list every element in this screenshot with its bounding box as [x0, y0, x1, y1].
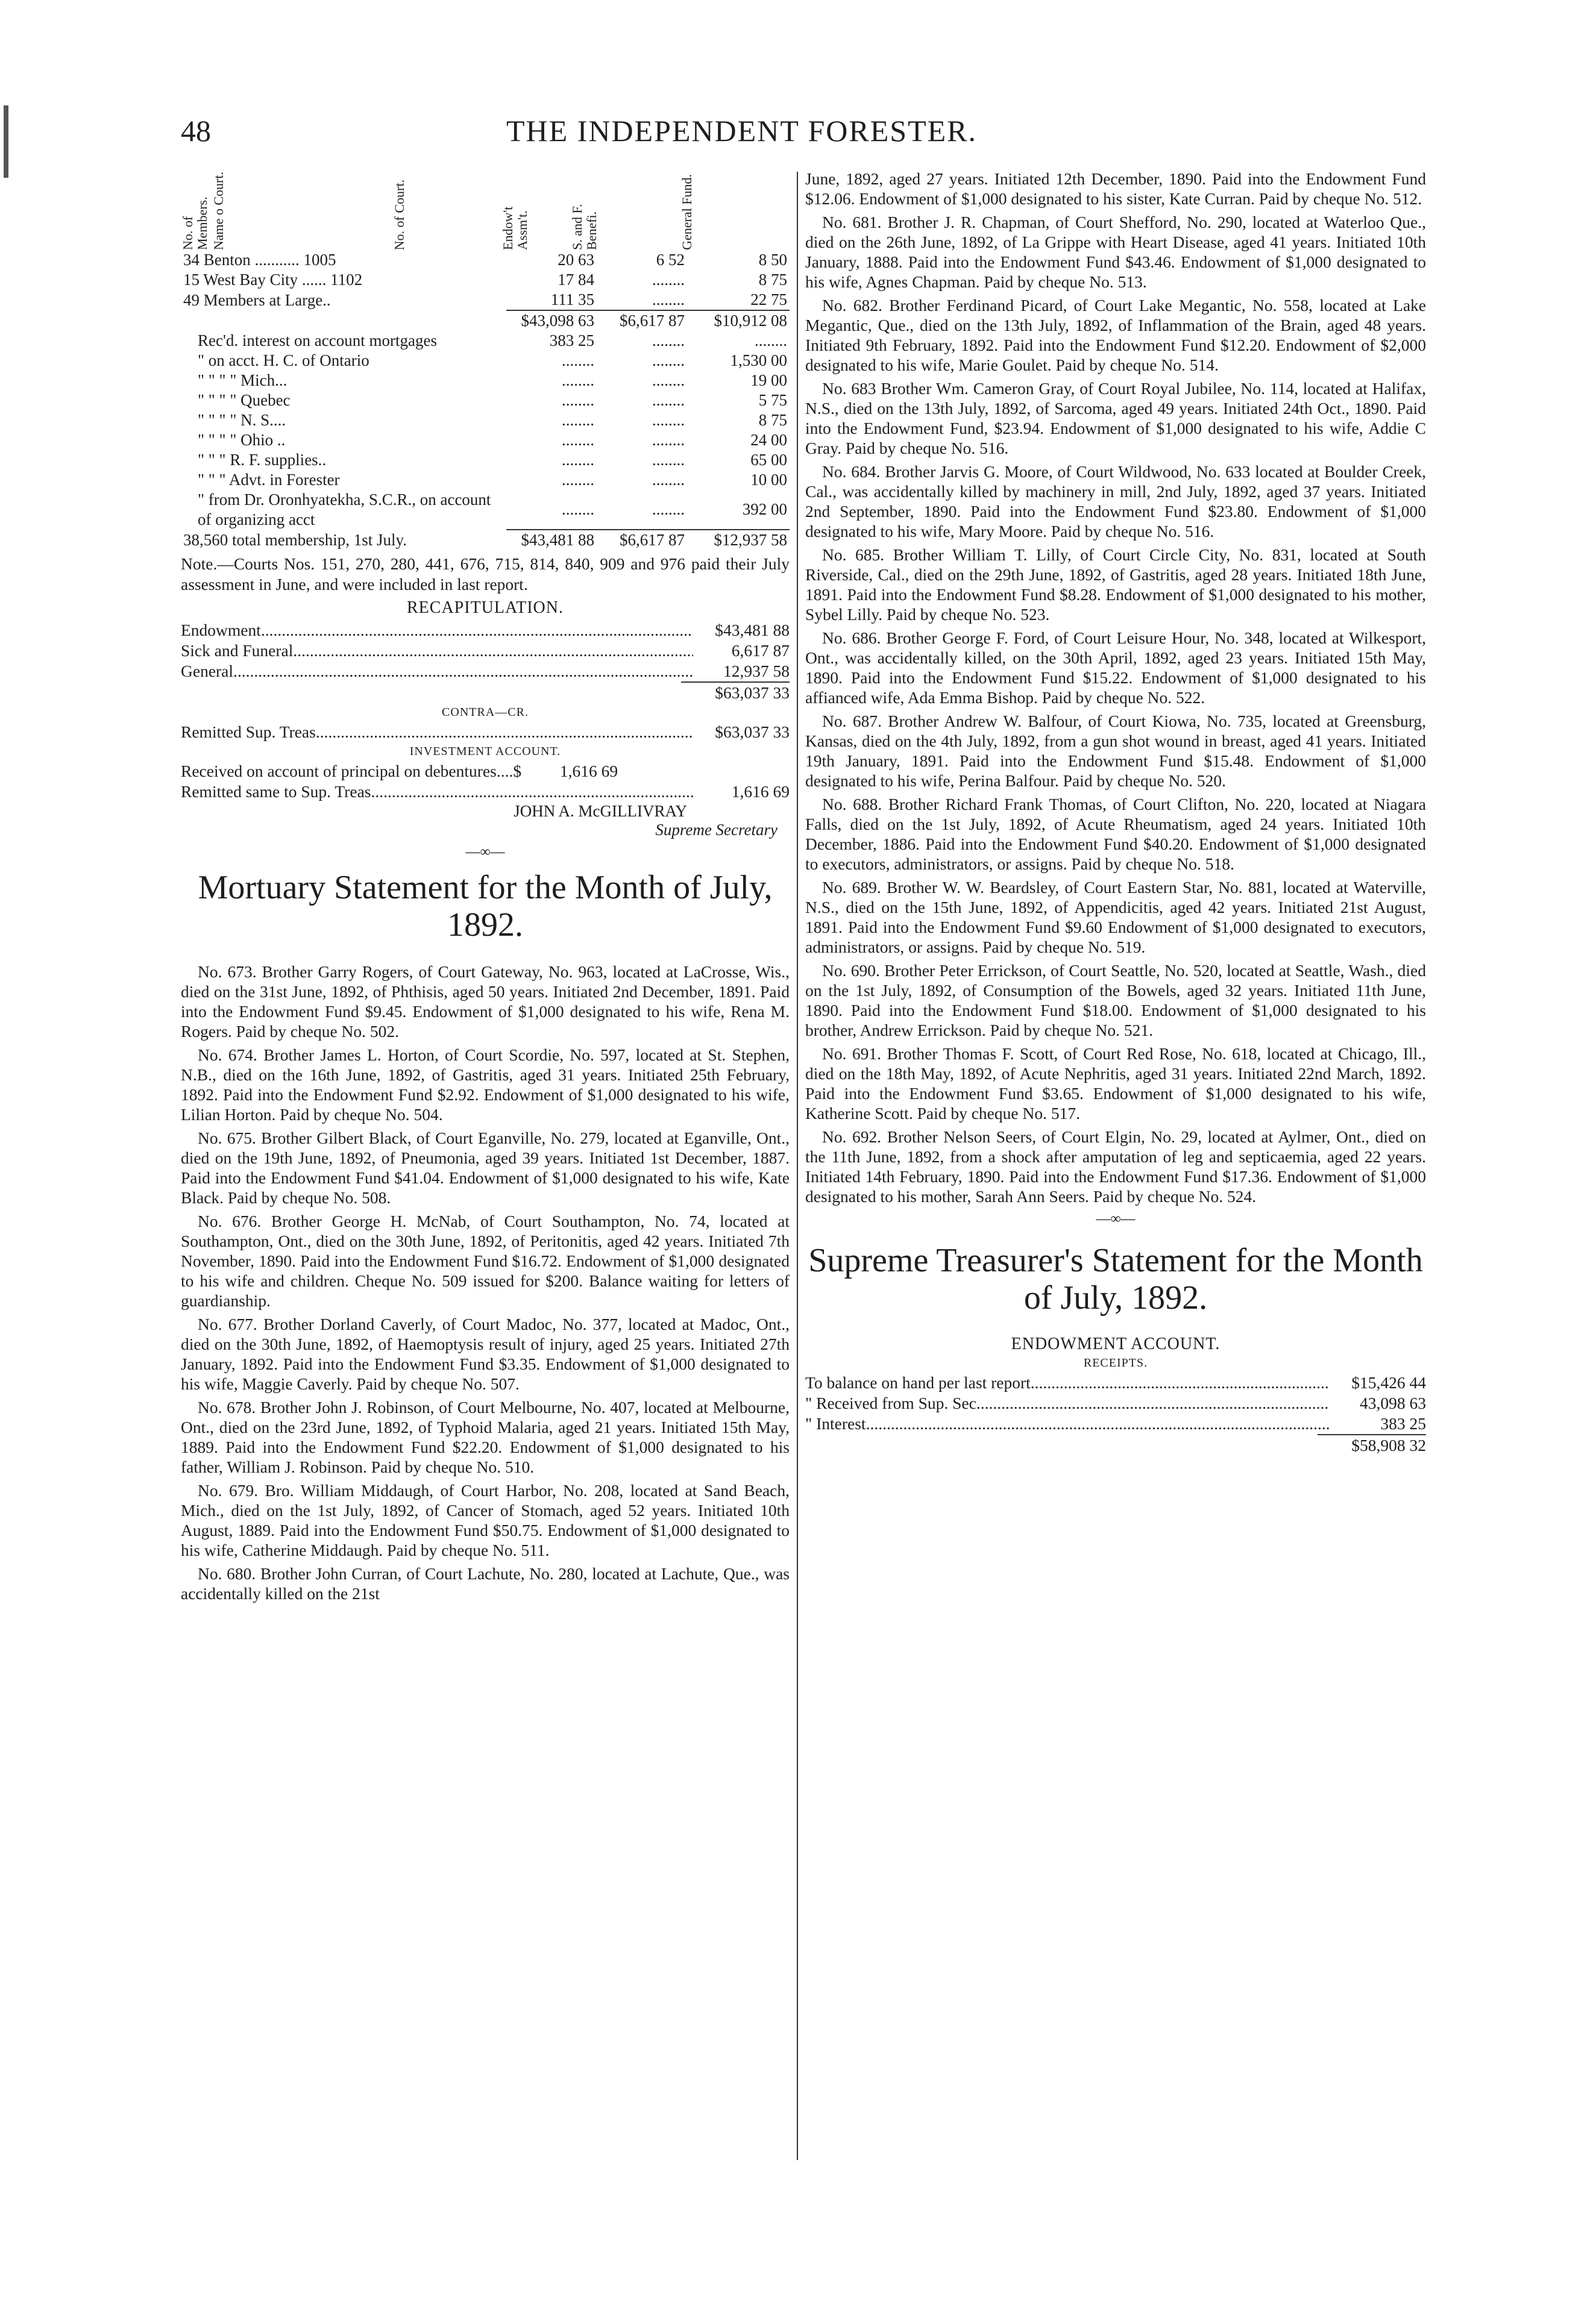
- mortuary-entry: No. 690. Brother Peter Errickson, of Court Seattle, No. 520, located at Seattle, Wash., died on the 1st July, 1892, of Consumption of the Bowels, aged 32 years. Initiated 11th June, 1890. Paid into the Endowment Fund $18.00. Endowment of $1,000 designated to his brother, Andrew Errickson. Paid by cheque No. 521.: [805, 961, 1426, 1039]
- sf-cell: ........: [652, 411, 685, 429]
- sf-cell: ........: [652, 271, 685, 289]
- general-cell: 65 00: [750, 451, 787, 469]
- mortuary-entry: No. 674. Brother James L. Horton, of Court Scordie, No. 597, located at St. Stephen, N.B., died on the 16th June, 1892, of Gastritis, aged 31 years. Initiated 25th February, 1892. Paid into the Endowment Fund $2.92. Endowment of $1,000 designated to his wife, Lilian Horton. Paid by cheque No. 504.: [181, 1045, 790, 1124]
- endow-cell: ........: [562, 411, 594, 429]
- margin-mark: [4, 105, 8, 178]
- subtotal-row: [181, 310, 790, 331]
- table-row: [181, 290, 790, 310]
- members-count: 15: [183, 271, 200, 289]
- total-general: $12,937 58: [687, 530, 790, 550]
- general-cell: 24 00: [750, 431, 787, 449]
- roster-table: [181, 250, 790, 550]
- investment-label: Remitted same to Sup. Treas: [181, 782, 371, 801]
- col-header: No. of Court.: [391, 179, 407, 250]
- endow-cell: ........: [562, 351, 594, 369]
- ornament: —∞—: [465, 844, 505, 860]
- row-label: " " " " Mich...: [198, 371, 287, 389]
- investment-value: 1,616 69: [559, 762, 618, 780]
- receipt-value: 43,098 63: [1360, 1394, 1426, 1412]
- col-header: General Fund.: [679, 174, 695, 250]
- endow-cell: 20 63: [558, 251, 594, 269]
- recap-row: [181, 641, 790, 661]
- receipts-total: $58,908 32: [1318, 1434, 1426, 1456]
- recap-label: Endowment: [181, 621, 261, 639]
- right-column: [805, 169, 1426, 1456]
- receipt-label: " Interest: [805, 1414, 866, 1433]
- general-cell: 19 00: [750, 371, 787, 389]
- recap-row: [181, 620, 790, 641]
- sf-cell: ........: [652, 331, 685, 349]
- mortuary-entry: No. 682. Brother Ferdinand Picard, of Court Lake Megantic, No. 558, located at Lake Megantic, Que., died on the 13th July, 1892, of Inflammation of the Brain, aged 48 years. Initiated 9th February, 1892. Paid into the Endowment Fund $12.20. Endowment of $2,000 designated to his wife, Marie Goulet. Paid by cheque No. 514.: [805, 296, 1426, 374]
- row-label: " " " " Ohio ..: [198, 431, 286, 449]
- mortuary-entry: No. 683 Brother Wm. Cameron Gray, of Court Royal Jubilee, No. 114, located at Halifax, N.S., died on the 13th July, 1892, of Sarcoma, aged 49 years. Initiated 24th Oct., 1890. Paid into the Endowment Fund, $23.94. Endowment of $1,000 designated to his wife, Addie C Gray. Paid by cheque No. 516.: [805, 379, 1426, 457]
- signature-title: Supreme Secretary: [655, 821, 778, 839]
- table-row: [181, 390, 790, 410]
- recap-value: 12,937 58: [723, 662, 790, 680]
- table-row: 34 Benton ........... 1005 20 63 6 52 8 50: [181, 250, 790, 270]
- recap-title: RECAPITULATION.: [407, 598, 564, 617]
- general-cell: 8 50: [758, 251, 787, 269]
- account-title: ENDOWMENT ACCOUNT.: [1011, 1335, 1221, 1353]
- investment-value: 1,616 69: [731, 782, 790, 801]
- subtotal-endow: $43,098 63: [506, 310, 597, 331]
- members-count: 34: [183, 251, 200, 269]
- total-endow: $43,481 88: [506, 530, 597, 550]
- left-column: [181, 169, 790, 1607]
- general-cell: 22 75: [750, 290, 787, 309]
- court-name: Benton: [203, 251, 251, 269]
- recap-label: General: [181, 662, 234, 680]
- table-row: [181, 371, 790, 390]
- mortuary-entry: No. 675. Brother Gilbert Black, of Court Eganville, No. 279, located at Eganville, Ont., died on the 19th June, 1892, of Pneumonia, aged 39 years. Initiated 1st December, 1887. Paid into the Endowment Fund $41.04. Endowment of $1,000 designated to his wife, Kate Black. Paid by cheque No. 508.: [181, 1129, 790, 1207]
- endow-cell: ........: [562, 451, 594, 469]
- mortuary-entry: No. 688. Brother Richard Frank Thomas, of Court Clifton, No. 220, located at Niagara Falls, died on the 1st July, 1892, of Acute Rheumatism, aged 24 years. Initiated 10th December, 1886. Paid into the Endowment Fund $40.20. Endowment of $1,000 designated to executors, administrators, or assigns. Paid by cheque No. 518.: [805, 795, 1426, 873]
- sf-cell: ........: [652, 500, 685, 518]
- table-row: [181, 331, 790, 351]
- mortuary-entry: No. 678. Brother John J. Robinson, of Court Melbourne, No. 407, located at Melbourne, Ont., died on the 23rd June, 1892, of Typhoid Malaria, aged 21 years. Initiated 15th May, 1889. Paid into the Endowment Fund $22.20. Endowment of $1,000 designated to his father, William J. Robinson. Paid by cheque No. 510.: [181, 1398, 790, 1476]
- mortuary-entry: No. 692. Brother Nelson Seers, of Court Elgin, No. 29, located at Aylmer, Ont., died on the 11th June, 1892, from a shock after amputation of leg and septicaemia, aged 22 years. Initiated 14th February, 1890. Paid into the Endowment Fund $17.36. Endowment of $1,000 designated to his mother, Sarah Ann Seers. Paid by cheque No. 524.: [805, 1127, 1426, 1206]
- mortuary-entry: No. 684. Brother Jarvis G. Moore, of Court Wildwood, No. 633 located at Boulder Creek, Cal., was accidentally killed by machinery in mill, 2nd July, 1892, aged 37 years. Initiated 2nd September, 1890. Paid into the Endowment Fund $23.80. Endowment of $1,000 designated to his wife, Mary Moore. Paid by cheque No. 516.: [805, 462, 1426, 540]
- contra-value: $63,037 33: [715, 722, 790, 741]
- mortuary-entry: No. 689. Brother W. W. Beardsley, of Court Eastern Star, No. 881, located at Waterville, N.S., died on the 15th June, 1892, of Appendicitis, aged 42 years. Initiated 21st August, 1891. Paid into the Endowment Fund $9.60 Endowment of $1,000 designated to executors, administrators, or assigns. Paid by cheque No. 519.: [805, 878, 1426, 956]
- general-cell: 8 75: [758, 411, 787, 429]
- recap-value: 6,617 87: [731, 641, 790, 660]
- receipt-row: [805, 1373, 1426, 1393]
- table-row: [181, 410, 790, 430]
- general-cell: 10 00: [750, 471, 787, 489]
- row-label: " from Dr. Oronhyatekha, S.C.R., on account of organizing acct: [198, 490, 491, 528]
- sf-cell: ........: [652, 290, 685, 309]
- investment-row: [181, 761, 790, 781]
- signature: JOHN A. McGILLIVRAY: [514, 802, 687, 820]
- contra-row: [181, 722, 790, 742]
- subtotal-sf: $6,617 87: [597, 310, 687, 331]
- row-label: Rec'd. interest on account mortgages: [198, 331, 437, 349]
- col-header: S. and F. Benefi.: [570, 204, 600, 250]
- total-label: 38,560 total membership, 1st July.: [183, 530, 407, 549]
- mortuary-entry: No. 691. Brother Thomas F. Scott, of Court Red Rose, No. 618, located at Chicago, Ill., died on the 18th May, 1892, of Acute Nephritis, aged 31 years. Initiated 22nd March, 1892. Paid into the Endowment Fund $3.65. Endowment of $1,000 designated to his wife, Katherine Scott. Paid by cheque No. 517.: [805, 1044, 1426, 1123]
- table-row: [181, 430, 790, 450]
- mortuary-entry: No. 676. Brother George H. McNab, of Court Southampton, No. 74, located at Southampton, Ont., died on the 30th June, 1892, of Peritonitis, aged 42 years. Initiated 7th November, 1890. Paid into the Endowment Fund $16.72. Endowment of $1,000 designated to his wife and children. Cheque No. 509 issued for $200. Balance waiting for letters of guardianship.: [181, 1212, 790, 1310]
- table-row: 15 West Bay City ...... 1102 17 84 ........ 8 75: [181, 270, 790, 290]
- mortuary-entry: No. 685. Brother William T. Lilly, of Court Circle City, No. 831, located at South Riverside, Cal., died on the 29th June, 1892, of Gastritis, aged 28 years. Initiated 18th June, 1891. Paid into the Endowment Fund $8.28. Endowment of $1,000 designated to his mother, Sybel Lilly. Paid by cheque No. 523.: [805, 545, 1426, 624]
- mortuary-entry: No. 687. Brother Andrew W. Balfour, of Court Kiowa, No. 735, located at Greensburg, Kansas, died on the 4th July, 1892, from a gun shot wound in breast, aged 41 years. Initiated 19th January, 1891. Paid into the Endowment Fund $15.48. Endowment of $1,000 designated to his wife, Perina Balfour. Paid by cheque No. 520.: [805, 712, 1426, 790]
- sf-cell: ........: [652, 391, 685, 409]
- endow-cell: ........: [562, 471, 594, 489]
- mortuary-entry: No. 679. Bro. William Middaugh, of Court Harbor, No. 208, located at Sand Beach, Mich., died on the 1st July, 1892, of Cancer of Stomach, aged 52 years. Initiated 10th August, 1889. Paid into the Endowment Fund $50.75. Endowment of $1,000 designated to his wife, Catherine Middaugh. Paid by cheque No. 511.: [181, 1481, 790, 1559]
- general-cell: ........: [755, 331, 787, 349]
- row-label: " on acct. H. C. of Ontario: [198, 351, 369, 369]
- recap-total: $63,037 33: [681, 681, 790, 703]
- sf-cell: 6 52: [656, 251, 685, 269]
- column-rule: [797, 172, 798, 2160]
- col-header: Name o Court.: [210, 171, 226, 250]
- receipt-label: To balance on hand per last report: [805, 1373, 1031, 1392]
- sf-cell: ........: [652, 371, 685, 389]
- table-row: [181, 351, 790, 371]
- sf-cell: ........: [652, 451, 685, 469]
- receipts-title: RECEIPTS.: [1083, 1356, 1148, 1370]
- recap-value: $43,481 88: [715, 621, 790, 639]
- roster-header: [181, 169, 790, 250]
- page-number: 48: [181, 114, 211, 148]
- table-row: [181, 490, 790, 530]
- investment-row: [181, 781, 790, 802]
- mortuary-entry: No. 673. Brother Garry Rogers, of Court Gateway, No. 963, located at LaCrosse, Wis., died on the 31st June, 1892, of Phthisis, aged 50 years. Initiated 2nd December, 1891. Paid into the Endowment Fund $9.45. Endowment of $1,000 designated to his wife, Rena M. Rogers. Paid by cheque No. 502.: [181, 962, 790, 1041]
- general-cell: 5 75: [758, 391, 787, 409]
- table-row: [181, 450, 790, 470]
- receipt-label: " Received from Sup. Sec: [805, 1394, 976, 1412]
- running-head: [181, 113, 1356, 161]
- sf-cell: ........: [652, 431, 685, 449]
- investment-title: INVESTMENT ACCOUNT.: [409, 745, 561, 758]
- masthead-title: THE INDEPENDENT FORESTER.: [506, 114, 978, 148]
- col-header: No. of Members.: [180, 196, 210, 250]
- endow-cell: ........: [562, 371, 594, 389]
- endow-cell: ........: [562, 500, 594, 518]
- recap-label: Sick and Funeral: [181, 641, 294, 660]
- total-sf: $6,617 87: [597, 530, 687, 550]
- court-number: 1102: [330, 271, 363, 289]
- endow-cell: 383 25: [549, 331, 594, 349]
- endow-cell: ........: [562, 391, 594, 409]
- members-count: 49: [183, 290, 200, 309]
- general-cell: 1,530 00: [730, 351, 787, 369]
- receipt-row: [805, 1393, 1426, 1414]
- court-name: West Bay City: [203, 271, 298, 289]
- contra-title: CONTRA—CR.: [442, 706, 529, 719]
- mortuary-entry: No. 680. Brother John Curran, of Court Lachute, No. 280, located at Lachute, Que., was accidentally killed on the 21st: [181, 1564, 790, 1603]
- mortuary-entry: No. 677. Brother Dorland Caverly, of Court Madoc, No. 377, located at Madoc, Ont., died on the 30th June, 1892, of Haemoptysis result of injury, aged 25 years. Initiated 27th January, 1892. Paid into the Endowment Fund $3.35. Endowment of $1,000 designated to his wife, Maggie Caverly. Paid by cheque No. 507.: [181, 1315, 790, 1393]
- mortuary-entry: No. 686. Brother George F. Ford, of Court Leisure Hour, No. 348, located at Wilkesport, Ont., was accidentally killed, on the 30th April, 1892, aged 23 years. Initiated 15th May, 1890. Paid into the Endowment Fund $15.22. Endowment of $1,000 designated to his affianced wife, Ada Emma Bishop. Paid by cheque No. 522.: [805, 628, 1426, 707]
- receipt-value: 383 25: [1380, 1414, 1426, 1433]
- treasurer-title: Supreme Treasurer's Statement for the Month of July, 1892.: [808, 1242, 1423, 1317]
- investment-label: Received on account of principal on debentures....$: [181, 762, 522, 780]
- general-cell: 392 00: [742, 500, 787, 518]
- court-number: 1005: [303, 251, 336, 269]
- table-row: [181, 470, 790, 490]
- courts-note: Note.—Courts Nos. 151, 270, 280, 441, 676, 715, 814, 840, 909 and 976 paid their July assessment in June, and were included in last report.: [181, 554, 790, 594]
- total-row: [181, 530, 790, 550]
- row-label: " " " R. F. supplies..: [198, 451, 327, 469]
- row-label: " " " " N. S....: [198, 411, 286, 429]
- general-cell: 8 75: [758, 271, 787, 289]
- sf-cell: ........: [652, 471, 685, 489]
- sf-cell: ........: [652, 351, 685, 369]
- endow-cell: 111 35: [550, 290, 594, 309]
- endow-cell: 17 84: [558, 271, 594, 289]
- receipt-value: $15,426 44: [1351, 1373, 1426, 1392]
- ornament: —∞—: [1096, 1211, 1136, 1227]
- recap-row: [181, 661, 790, 681]
- receipt-row: [805, 1414, 1426, 1434]
- mortuary-entry: June, 1892, aged 27 years. Initiated 12th December, 1890. Paid into the Endowment Fund $12.06. Endowment of $1,000 designated to his sister, Kate Curran. Paid by cheque No. 512.: [805, 169, 1426, 208]
- mortuary-title: Mortuary Statement for the Month of July, 1892.: [198, 869, 773, 944]
- mortuary-entry: No. 681. Brother J. R. Chapman, of Court Shefford, No. 290, located at Waterloo Que., died on the 26th June, 1892, of La Grippe with Heart Disease, aged 41 years. Initiated 10th January, 1888. Paid into the Endowment Fund $43.46. Endowment of $1,000 designated to his wife, Agnes Chapman. Paid by cheque No. 513.: [805, 213, 1426, 291]
- subtotal-general: $10,912 08: [687, 310, 790, 331]
- endow-cell: ........: [562, 431, 594, 449]
- row-label: " " " " Quebec: [198, 391, 291, 409]
- court-name: Members at Large..: [203, 290, 331, 309]
- contra-label: Remitted Sup. Treas: [181, 722, 316, 741]
- row-label: " " " Advt. in Forester: [198, 471, 340, 489]
- col-header: Endow't Assm't.: [500, 206, 530, 250]
